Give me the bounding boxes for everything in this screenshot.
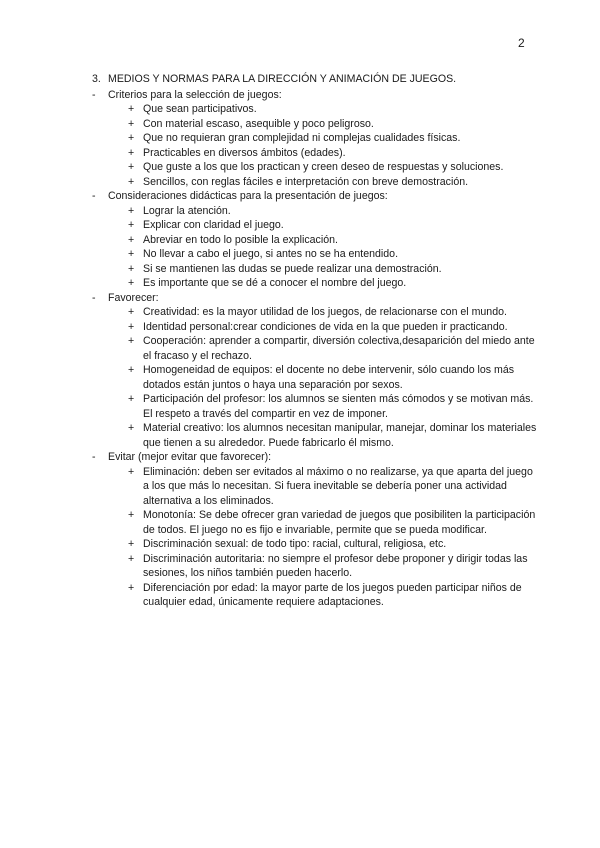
plus-bullet: + [128,422,135,434]
list-item [92,421,537,450]
plus-bullet: + [128,509,135,521]
list-item [92,146,537,161]
list-item [92,465,537,509]
section-3 [92,291,537,306]
list-item-text: Identidad personal:crear condiciones de vida en la que pueden ir practicando. [143,320,508,333]
dash-marker: - [92,190,96,202]
section-heading [92,72,537,87]
plus-bullet: + [128,552,135,565]
plus-bullet: + [128,117,135,130]
list-item-text: Material creativo: los alumnos necesitan manipular, manejar, dominar los materiales que tienen a su alrededor. Puede fabricarlo él mismo. [143,422,537,449]
plus-bullet: + [128,393,135,405]
list-item [92,392,537,421]
list-item-text: Discriminación autoritaria: no siempre el profesor debe proponer y dirigir todas las sesiones, los niños también pueden hacerlo. [143,552,528,579]
plus-bullet: + [128,335,135,347]
list-item-text: Sencillos, con reglas fáciles e interpretación con breve demostración. [143,175,469,188]
plus-bullet: + [128,364,135,376]
plus-bullet: + [128,132,135,144]
plus-bullet: + [128,103,135,115]
plus-bullet: + [128,306,135,318]
plus-bullet: + [128,465,135,478]
section-title: Criterios para la selección de juegos: [108,88,282,101]
list-item [92,508,537,537]
list-item-text: Que sean participativos. [143,103,257,115]
list-item-text: Creatividad: es la mayor utilidad de los juegos, de relacionarse con el mundo. [143,306,507,318]
plus-bullet: + [128,219,135,231]
list-item [92,204,537,219]
sections-container [92,88,537,610]
list-item-text: Eliminación: deben ser evitados al máximo o no realizarse, ya que aparta del juego a los que más lo necesitan. Si fuera inevitable se debería poner una actividad alternativa a los eliminados. [143,465,533,507]
list-item [92,233,537,248]
list-item [92,537,537,552]
list-item-text: Que guste a los que los practican y creen deseo de respuestas y soluciones. [143,161,504,173]
dash-marker: - [92,291,96,304]
list-item [92,175,537,190]
section-2 [92,189,537,204]
list-item [92,218,537,233]
list-item [92,581,537,610]
list-item-text: No llevar a cabo el juego, si antes no se ha entendido. [143,248,399,260]
list-item-text: Que no requieran gran complejidad ni complejas cualidades físicas. [143,132,461,144]
list-item [92,363,537,392]
bullet-list [92,204,537,291]
bullet-list [92,305,537,450]
heading-number: 3. [92,73,101,85]
page-number: 2 [518,36,525,50]
plus-bullet: + [128,320,135,333]
list-item-text: Lograr la atención. [143,204,231,217]
list-item-text: Discriminación sexual: de todo tipo: racial, cultural, religiosa, etc. [143,538,447,550]
plus-bullet: + [128,233,135,246]
list-item-text: Con material escaso, asequible y poco peligroso. [143,117,374,130]
dash-marker: - [92,88,96,101]
bullet-list [92,465,537,610]
plus-bullet: + [128,161,135,173]
list-item-text: Es importante que se dé a conocer el nombre del juego. [143,277,407,289]
plus-bullet: + [128,175,135,188]
document-body [92,72,537,610]
list-item-text: Monotonía: Se debe ofrecer gran variedad de juegos que posibiliten la participación de todos. El juego no es fijo e invariable, permite que se pueda modificar. [143,509,536,536]
list-item-text: Diferenciación por edad: la mayor parte de los juegos pueden participar niños de cualquier edad, únicamente requiere adaptaciones. [143,581,522,608]
section-1 [92,88,537,103]
section-title: Evitar (mejor evitar que favorecer): [108,451,272,463]
list-item-text: Explicar con claridad el juego. [143,219,284,231]
list-item [92,131,537,146]
list-item [92,262,537,277]
list-item-text: Si se mantienen las dudas se puede realizar una demostración. [143,262,442,275]
plus-bullet: + [128,204,135,217]
section-title: Consideraciones didácticas para la presentación de juegos: [108,190,388,202]
list-item [92,305,537,320]
plus-bullet: + [128,277,135,289]
plus-bullet: + [128,248,135,260]
bullet-list [92,102,537,189]
dash-marker: - [92,451,96,463]
list-item [92,320,537,335]
plus-bullet: + [128,262,135,275]
plus-bullet: + [128,538,135,550]
list-item-text: Abreviar en todo lo posible la explicación. [143,233,338,246]
plus-bullet: + [128,581,135,594]
section-title: Favorecer: [108,291,159,304]
heading-title: MEDIOS Y NORMAS PARA LA DIRECCIÓN Y ANIMACIÓN DE JUEGOS. [108,73,457,85]
plus-bullet: + [128,146,135,159]
list-item-text: Homogeneidad de equipos: el docente no debe intervenir, sólo cuando los más dotados están juntos o haya una separación por sexos. [143,364,515,391]
list-item [92,247,537,262]
list-item [92,102,537,117]
list-item-text: Practicables en diversos ámbitos (edades). [143,146,346,159]
list-item [92,276,537,291]
list-item [92,334,537,363]
section-4 [92,450,537,465]
list-item-text: Cooperación: aprender a compartir, diversión colectiva,desaparición del miedo ante el fracaso y el rechazo. [143,335,535,362]
list-item [92,117,537,132]
list-item [92,552,537,581]
list-item-text: Participación del profesor: los alumnos se sienten más cómodos y se motivan más. El respeto a través del compartir en vez de imponer. [143,393,534,420]
list-item [92,160,537,175]
